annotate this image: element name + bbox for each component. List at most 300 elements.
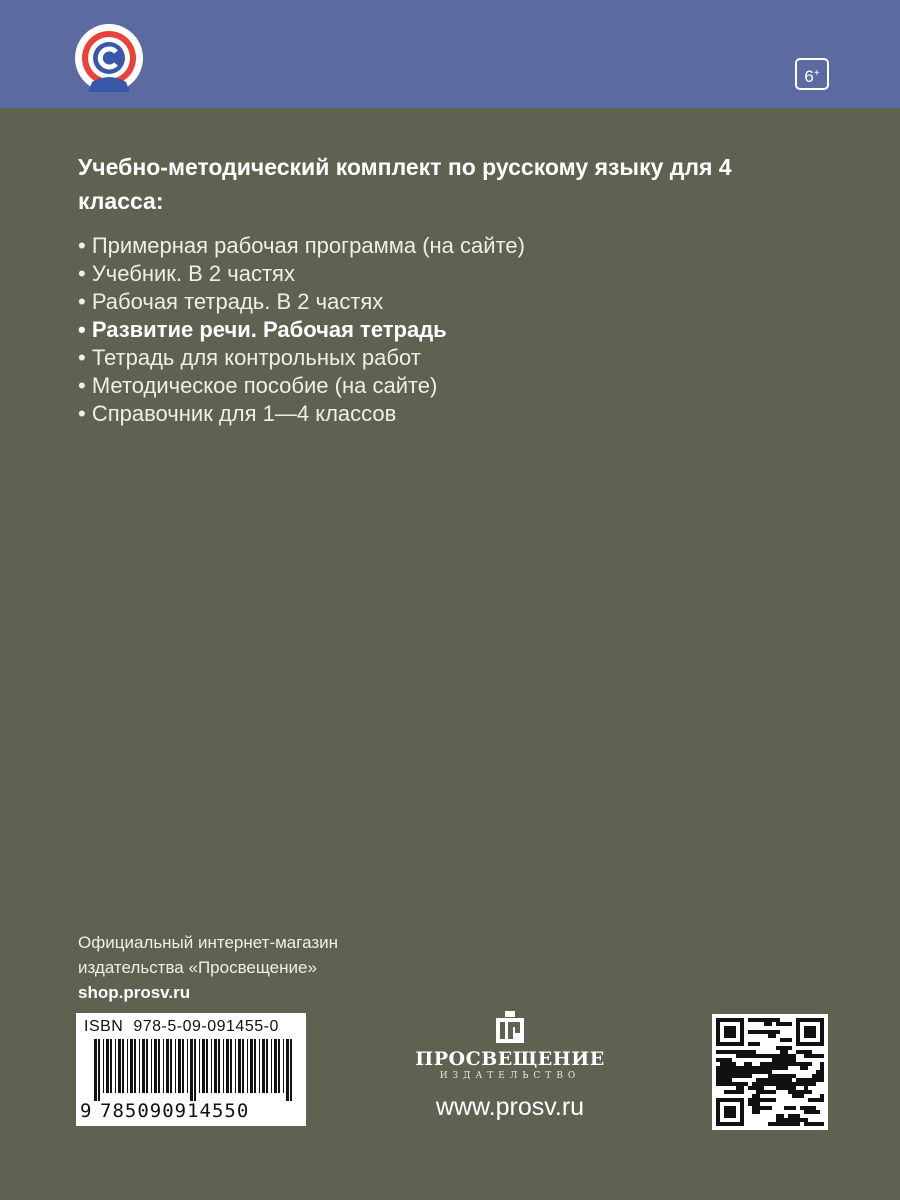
qr-module bbox=[724, 1050, 728, 1054]
qr-module bbox=[756, 1082, 760, 1086]
qr-module bbox=[768, 1098, 772, 1102]
qr-module bbox=[780, 1082, 784, 1086]
isbn-barcode bbox=[76, 1013, 306, 1126]
qr-module bbox=[772, 1090, 776, 1094]
qr-module bbox=[724, 1058, 728, 1062]
qr-module bbox=[768, 1082, 772, 1086]
qr-module bbox=[792, 1058, 796, 1062]
publisher-emblem-icon bbox=[495, 1010, 525, 1044]
barcode-bar bbox=[146, 1039, 148, 1093]
qr-module bbox=[800, 1078, 804, 1082]
qr-module bbox=[800, 1066, 804, 1070]
qr-module bbox=[728, 1078, 732, 1082]
qr-module bbox=[776, 1086, 780, 1090]
qr-finder bbox=[804, 1026, 816, 1038]
barcode-bar bbox=[202, 1039, 205, 1093]
barcode-bar bbox=[142, 1039, 145, 1093]
qr-module bbox=[784, 1054, 788, 1058]
qr-module bbox=[752, 1054, 756, 1058]
qr-module bbox=[724, 1090, 728, 1094]
qr-finder bbox=[724, 1026, 736, 1038]
qr-module bbox=[772, 1074, 776, 1078]
qr-module bbox=[804, 1110, 808, 1114]
qr-module bbox=[728, 1050, 732, 1054]
qr-module bbox=[740, 1074, 744, 1078]
qr-module bbox=[772, 1122, 776, 1126]
qr-module bbox=[756, 1086, 760, 1090]
qr-module bbox=[748, 1062, 752, 1066]
qr-module bbox=[780, 1086, 784, 1090]
qr-module bbox=[788, 1054, 792, 1058]
qr-module bbox=[748, 1066, 752, 1070]
qr-module bbox=[764, 1070, 768, 1074]
qr-module bbox=[780, 1062, 784, 1066]
qr-module bbox=[736, 1070, 740, 1074]
qr-module bbox=[772, 1030, 776, 1034]
barcode-bar bbox=[290, 1039, 292, 1101]
barcode-bar bbox=[166, 1039, 169, 1093]
qr-module bbox=[752, 1030, 756, 1034]
qr-module bbox=[780, 1074, 784, 1078]
qr-module bbox=[792, 1054, 796, 1058]
qr-module bbox=[720, 1050, 724, 1054]
qr-module bbox=[752, 1042, 756, 1046]
qr-module bbox=[776, 1022, 780, 1026]
qr-module bbox=[796, 1114, 800, 1118]
qr-module bbox=[812, 1106, 816, 1110]
qr-module bbox=[748, 1042, 752, 1046]
qr-module bbox=[724, 1074, 728, 1078]
qr-module bbox=[768, 1062, 772, 1066]
qr-module bbox=[808, 1090, 812, 1094]
qr-module bbox=[768, 1034, 772, 1038]
qr-module bbox=[736, 1090, 740, 1094]
qr-module bbox=[808, 1054, 812, 1058]
qr-module bbox=[760, 1070, 764, 1074]
qr-module bbox=[716, 1050, 720, 1054]
qr-module bbox=[768, 1090, 772, 1094]
qr-module bbox=[780, 1118, 784, 1122]
qr-module bbox=[820, 1122, 824, 1126]
qr-module bbox=[752, 1102, 756, 1106]
qr-module bbox=[796, 1090, 800, 1094]
qr-module bbox=[768, 1122, 772, 1126]
qr-module bbox=[772, 1082, 776, 1086]
qr-module bbox=[820, 1062, 824, 1066]
qr-module bbox=[736, 1066, 740, 1070]
qr-module bbox=[812, 1074, 816, 1078]
barcode-bar bbox=[139, 1039, 140, 1093]
qr-module bbox=[724, 1066, 728, 1070]
qr-module bbox=[716, 1066, 720, 1070]
qr-module bbox=[756, 1030, 760, 1034]
barcode-bar bbox=[226, 1039, 229, 1093]
barcode-bar bbox=[178, 1039, 181, 1093]
qr-module bbox=[820, 1098, 824, 1102]
qr-module bbox=[784, 1074, 788, 1078]
barcode-bar bbox=[235, 1039, 236, 1093]
qr-finder bbox=[724, 1106, 736, 1118]
qr-module bbox=[816, 1098, 820, 1102]
qr-module bbox=[752, 1066, 756, 1070]
qr-module bbox=[748, 1050, 752, 1054]
barcode-bars bbox=[84, 1039, 298, 1101]
qr-module bbox=[764, 1078, 768, 1082]
qr-module bbox=[768, 1022, 772, 1026]
barcode-bar bbox=[170, 1039, 172, 1093]
qr-module bbox=[772, 1034, 776, 1038]
qr-module bbox=[764, 1054, 768, 1058]
qr-module bbox=[772, 1078, 776, 1082]
qr-module bbox=[804, 1118, 808, 1122]
qr-module bbox=[728, 1074, 732, 1078]
barcode-bar bbox=[118, 1039, 121, 1093]
qr-module bbox=[760, 1062, 764, 1066]
qr-module bbox=[772, 1062, 776, 1066]
qr-module bbox=[768, 1066, 772, 1070]
qr-module bbox=[744, 1082, 748, 1086]
qr-module bbox=[748, 1098, 752, 1102]
qr-module bbox=[780, 1066, 784, 1070]
kit-item: • Методическое пособие (на сайте) bbox=[78, 372, 525, 400]
qr-module bbox=[720, 1062, 724, 1066]
qr-module bbox=[748, 1086, 752, 1090]
qr-module bbox=[816, 1054, 820, 1058]
qr-code[interactable] bbox=[712, 1014, 828, 1130]
qr-module bbox=[776, 1074, 780, 1078]
qr-module bbox=[784, 1038, 788, 1042]
qr-module bbox=[804, 1078, 808, 1082]
qr-module bbox=[800, 1094, 804, 1098]
isbn-value: 978-5-09-091455-0 bbox=[133, 1018, 279, 1035]
barcode-bar bbox=[151, 1039, 152, 1093]
qr-module bbox=[772, 1018, 776, 1022]
qr-module bbox=[784, 1066, 788, 1070]
qr-module bbox=[744, 1066, 748, 1070]
qr-module bbox=[744, 1050, 748, 1054]
barcode-bar bbox=[115, 1039, 116, 1093]
barcode-bar bbox=[254, 1039, 256, 1093]
age-rating-plus: + bbox=[813, 68, 820, 79]
qr-module bbox=[788, 1062, 792, 1066]
barcode-bar bbox=[262, 1039, 265, 1093]
qr-module bbox=[812, 1082, 816, 1086]
qr-module bbox=[808, 1082, 812, 1086]
barcode-bar bbox=[250, 1039, 253, 1093]
qr-module bbox=[760, 1098, 764, 1102]
qr-module bbox=[784, 1046, 788, 1050]
qr-module bbox=[728, 1070, 732, 1074]
kit-title: Учебно-методический комплект по русскому языку для 4 класса: bbox=[78, 154, 732, 214]
qr-module bbox=[748, 1054, 752, 1058]
qr-module bbox=[776, 1062, 780, 1066]
qr-module bbox=[800, 1062, 804, 1066]
qr-module bbox=[728, 1090, 732, 1094]
qr-module bbox=[784, 1062, 788, 1066]
qr-module bbox=[752, 1070, 756, 1074]
qr-module bbox=[804, 1082, 808, 1086]
barcode-bar bbox=[190, 1039, 193, 1101]
qr-module bbox=[776, 1030, 780, 1034]
qr-module bbox=[792, 1114, 796, 1118]
qr-module bbox=[816, 1070, 820, 1074]
qr-module bbox=[756, 1054, 760, 1058]
qr-module bbox=[788, 1058, 792, 1062]
barcode-bar bbox=[154, 1039, 157, 1093]
qr-module bbox=[796, 1094, 800, 1098]
qr-module bbox=[740, 1086, 744, 1090]
barcode-bar bbox=[194, 1039, 196, 1101]
qr-module bbox=[756, 1098, 760, 1102]
qr-module bbox=[792, 1082, 796, 1086]
qr-module bbox=[764, 1098, 768, 1102]
barcode-bar bbox=[271, 1039, 272, 1093]
kit-item: • Справочник для 1—4 классов bbox=[78, 400, 525, 428]
qr-module bbox=[796, 1122, 800, 1126]
barcode-bar bbox=[187, 1039, 188, 1093]
qr-module bbox=[748, 1030, 752, 1034]
qr-module bbox=[800, 1106, 804, 1110]
qr-module bbox=[788, 1038, 792, 1042]
qr-module bbox=[752, 1050, 756, 1054]
qr-module bbox=[788, 1074, 792, 1078]
qr-module bbox=[720, 1058, 724, 1062]
qr-module bbox=[784, 1086, 788, 1090]
qr-module bbox=[740, 1090, 744, 1094]
qr-module bbox=[744, 1070, 748, 1074]
qr-module bbox=[820, 1054, 824, 1058]
qr-module bbox=[732, 1070, 736, 1074]
kit-item: • Тетрадь для контрольных работ bbox=[78, 344, 525, 372]
qr-module bbox=[744, 1074, 748, 1078]
qr-module bbox=[792, 1118, 796, 1122]
qr-module bbox=[784, 1122, 788, 1126]
qr-module bbox=[804, 1106, 808, 1110]
barcode-bar bbox=[127, 1039, 128, 1093]
qr-module bbox=[796, 1078, 800, 1082]
qr-module bbox=[760, 1078, 764, 1082]
qr-module bbox=[780, 1122, 784, 1126]
qr-module bbox=[716, 1082, 720, 1086]
qr-module bbox=[768, 1054, 772, 1058]
barcode-bar bbox=[247, 1039, 248, 1093]
qr-module bbox=[816, 1074, 820, 1078]
qr-module bbox=[784, 1082, 788, 1086]
series-logo-icon bbox=[72, 22, 146, 98]
barcode-bar bbox=[278, 1039, 280, 1093]
qr-module bbox=[776, 1082, 780, 1086]
qr-module bbox=[748, 1018, 752, 1022]
qr-module bbox=[760, 1086, 764, 1090]
qr-module bbox=[716, 1070, 720, 1074]
qr-module bbox=[780, 1038, 784, 1042]
barcode-bar bbox=[182, 1039, 184, 1093]
qr-module bbox=[720, 1066, 724, 1070]
qr-module bbox=[788, 1086, 792, 1090]
qr-module bbox=[736, 1050, 740, 1054]
qr-module bbox=[820, 1070, 824, 1074]
barcode-bar bbox=[211, 1039, 212, 1093]
qr-module bbox=[812, 1078, 816, 1082]
kit-item-current: • Развитие речи. Рабочая тетрадь bbox=[78, 316, 525, 344]
qr-module bbox=[780, 1078, 784, 1082]
qr-module bbox=[740, 1070, 744, 1074]
kit-item: • Учебник. В 2 частях bbox=[78, 260, 525, 288]
barcode-bar bbox=[238, 1039, 241, 1093]
isbn-label: ISBN bbox=[84, 1018, 124, 1035]
isbn-line bbox=[84, 1018, 298, 1036]
qr-module bbox=[732, 1074, 736, 1078]
barcode-bar bbox=[274, 1039, 277, 1093]
qr-module bbox=[772, 1098, 776, 1102]
barcode-bar bbox=[103, 1039, 104, 1093]
publisher-site-link[interactable]: www.prosv.ru bbox=[435, 1093, 585, 1121]
qr-module bbox=[764, 1090, 768, 1094]
qr-module bbox=[788, 1046, 792, 1050]
qr-module bbox=[744, 1054, 748, 1058]
shop-url-link[interactable]: shop.prosv.ru bbox=[78, 983, 191, 1002]
qr-module bbox=[804, 1054, 808, 1058]
qr-module bbox=[776, 1046, 780, 1050]
qr-module bbox=[720, 1078, 724, 1082]
barcode-bar bbox=[130, 1039, 133, 1093]
barcode-bar bbox=[206, 1039, 208, 1093]
qr-module bbox=[752, 1018, 756, 1022]
qr-module bbox=[716, 1074, 720, 1078]
barcode-bar bbox=[286, 1039, 289, 1101]
qr-module bbox=[768, 1078, 772, 1082]
qr-module bbox=[808, 1062, 812, 1066]
qr-module bbox=[780, 1050, 784, 1054]
qr-module bbox=[784, 1058, 788, 1062]
qr-module bbox=[772, 1066, 776, 1070]
qr-module bbox=[800, 1050, 804, 1054]
qr-module bbox=[756, 1018, 760, 1022]
qr-module bbox=[748, 1070, 752, 1074]
qr-module bbox=[760, 1090, 764, 1094]
qr-module bbox=[792, 1122, 796, 1126]
qr-module bbox=[780, 1058, 784, 1062]
qr-module bbox=[756, 1102, 760, 1106]
qr-module bbox=[816, 1122, 820, 1126]
qr-module bbox=[796, 1118, 800, 1122]
qr-module bbox=[816, 1110, 820, 1114]
barcode-bar bbox=[175, 1039, 176, 1093]
qr-module bbox=[804, 1122, 808, 1126]
qr-module bbox=[764, 1066, 768, 1070]
qr-module bbox=[788, 1090, 792, 1094]
qr-module bbox=[728, 1062, 732, 1066]
qr-module bbox=[756, 1110, 760, 1114]
qr-module bbox=[720, 1070, 724, 1074]
qr-module bbox=[740, 1050, 744, 1054]
publisher-logo bbox=[410, 1010, 610, 1122]
qr-module bbox=[732, 1050, 736, 1054]
qr-module bbox=[764, 1082, 768, 1086]
qr-module bbox=[804, 1090, 808, 1094]
qr-module bbox=[788, 1114, 792, 1118]
qr-module bbox=[740, 1082, 744, 1086]
barcode-bar bbox=[134, 1039, 136, 1093]
qr-module bbox=[776, 1054, 780, 1058]
qr-module bbox=[776, 1018, 780, 1022]
qr-module bbox=[732, 1066, 736, 1070]
qr-module bbox=[752, 1106, 756, 1110]
qr-module bbox=[724, 1062, 728, 1066]
qr-module bbox=[804, 1086, 808, 1090]
qr-module bbox=[808, 1078, 812, 1082]
qr-module bbox=[756, 1042, 760, 1046]
publisher-name: ПРОСВЕЩЕНИЕ bbox=[415, 1048, 605, 1070]
qr-module bbox=[776, 1058, 780, 1062]
qr-module bbox=[728, 1058, 732, 1062]
barcode-bar bbox=[242, 1039, 244, 1093]
barcode-bar bbox=[230, 1039, 232, 1093]
qr-module bbox=[788, 1082, 792, 1086]
age-rating-value: 6 bbox=[804, 67, 814, 86]
qr-module bbox=[796, 1082, 800, 1086]
qr-module bbox=[788, 1122, 792, 1126]
qr-module bbox=[740, 1066, 744, 1070]
qr-module bbox=[768, 1018, 772, 1022]
qr-module bbox=[820, 1078, 824, 1082]
qr-module bbox=[820, 1074, 824, 1078]
barcode-bar bbox=[223, 1039, 224, 1093]
qr-module bbox=[736, 1054, 740, 1058]
kit-item: • Рабочая тетрадь. В 2 частях bbox=[78, 288, 525, 316]
qr-module bbox=[760, 1054, 764, 1058]
qr-module bbox=[736, 1086, 740, 1090]
barcode-bar bbox=[158, 1039, 160, 1093]
qr-module bbox=[804, 1066, 808, 1070]
qr-module bbox=[720, 1082, 724, 1086]
qr-module bbox=[756, 1106, 760, 1110]
qr-module bbox=[784, 1050, 788, 1054]
qr-module bbox=[784, 1106, 788, 1110]
barcode-digit-string: 785090914550 bbox=[100, 1100, 250, 1122]
qr-module bbox=[776, 1078, 780, 1082]
qr-module bbox=[780, 1022, 784, 1026]
qr-module bbox=[780, 1054, 784, 1058]
qr-module bbox=[788, 1078, 792, 1082]
age-rating-badge bbox=[795, 58, 829, 90]
qr-module bbox=[768, 1070, 772, 1074]
qr-module bbox=[756, 1070, 760, 1074]
qr-module bbox=[760, 1082, 764, 1086]
qr-module bbox=[732, 1062, 736, 1066]
barcode-bar bbox=[266, 1039, 268, 1093]
qr-module bbox=[808, 1106, 812, 1110]
shop-line-2: издательства «Просвещение» bbox=[78, 958, 317, 977]
qr-module bbox=[812, 1110, 816, 1114]
qr-module bbox=[784, 1022, 788, 1026]
qr-module bbox=[748, 1102, 752, 1106]
qr-module bbox=[820, 1094, 824, 1098]
qr-module bbox=[808, 1110, 812, 1114]
qr-module bbox=[764, 1030, 768, 1034]
qr-module bbox=[812, 1122, 816, 1126]
barcode-bar bbox=[110, 1039, 112, 1093]
qr-module bbox=[724, 1082, 728, 1086]
qr-module bbox=[800, 1082, 804, 1086]
qr-module bbox=[748, 1074, 752, 1078]
qr-module bbox=[792, 1086, 796, 1090]
kit-list bbox=[78, 232, 525, 428]
barcode-bar bbox=[214, 1039, 217, 1093]
top-band bbox=[0, 0, 900, 108]
barcode-bar bbox=[106, 1039, 109, 1093]
barcode-first-digit: 9 bbox=[80, 1100, 93, 1122]
